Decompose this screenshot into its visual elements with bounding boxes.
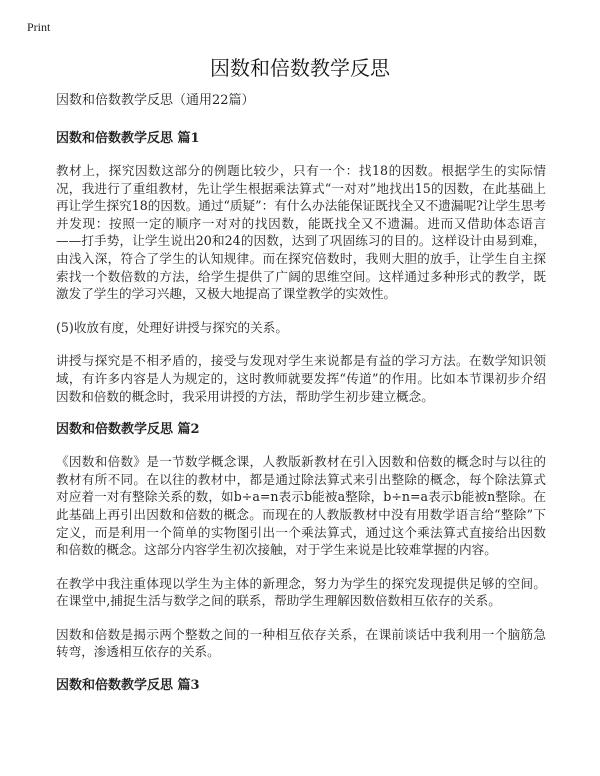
page-title: 因数和倍数教学反思	[210, 56, 390, 80]
section-1-paragraph-2: (5)收放有度，处理好讲授与探究的关系。	[56, 319, 288, 335]
section-1-paragraph-3: 讲授与探究是不相矛盾的，接受与发现对学生来说都是有益的学习方法。在数学知识领域，有许多内容是人为规定的，这时教师就要发挥“传道”的作用。比如本节课初步介绍因数和倍数的概念时，我采用讲授的方法，帮助学生初步建立概念。	[56, 353, 546, 404]
section-2-paragraph-3: 因数和倍数是揭示两个整数之间的一种相互依存关系，在课前谈话中我利用一个脑筋急转弯，渗透相互依存的关系。	[56, 626, 546, 660]
section-1-paragraph-1: 教材上，探究因数这部分的例题比较少，只有一个：找18的因数。根据学生的实际情况，我进行了重组教材，先让学生根据乘法算式“一对对”地找出15的因数，在此基础上再让学生探究18的因数。通过“质疑”：有什么办法能保证既找全又不遗漏呢?让学生思考并发现：按照一定的顺序一对对的找因数，能既找全又不遗漏。进而又借助体态语言——打手势，让学生说出20和24的因数，达到了巩固练习的目的。这样设计由易到难，由浅入深，符合了学生的认知规律。而在探究倍数时，我则大胆的放手，让学生自主探索找一个数倍数的方法，给学生提供了广阔的思维空间。这样通过多种形式的教学，既激发了学生的学习兴趣，又极大地提高了课堂教学的实效性。	[56, 163, 546, 302]
section-heading-1: 因数和倍数教学反思 篇1	[56, 131, 200, 146]
section-heading-3: 因数和倍数教学反思 篇3	[56, 678, 200, 694]
section-2-paragraph-2: 在教学中我注重体现以学生为主体的新理念，努力为学生的探究发现提供足够的空间。在课堂中,捕捉生活与数学之间的联系，帮助学生理解因数倍数相互依存的关系。	[56, 575, 546, 609]
document-body	[56, 92, 546, 709]
section-2-paragraph-1: 《因数和倍数》是一节数学概念课，人教版新教材在引入因数和倍数的概念时与以往的教材有所不同。在以往的教材中，都是通过除法算式来引出整除的概念，每个除法算式对应着一对有整除关系的数，如b÷a=n表示b能被a整除，b÷n=a表示b能被n整除。在此基础上再引出因数和倍数的概念。而现在的人教版教材中没有用数学语言给“整除”下定义，而是利用一个简单的实物图引出一个乘法算式，通过这个乘法算式直接给出因数和倍数的概念。这部分内容学生初次接触，对于学生来说是比较难掌握的内容。	[56, 454, 546, 558]
section-heading-2: 因数和倍数教学反思 篇2	[56, 422, 200, 438]
print-link[interactable]: Print	[27, 20, 51, 34]
document-subtitle: 因数和倍数教学反思（通用22篇）	[56, 93, 255, 108]
